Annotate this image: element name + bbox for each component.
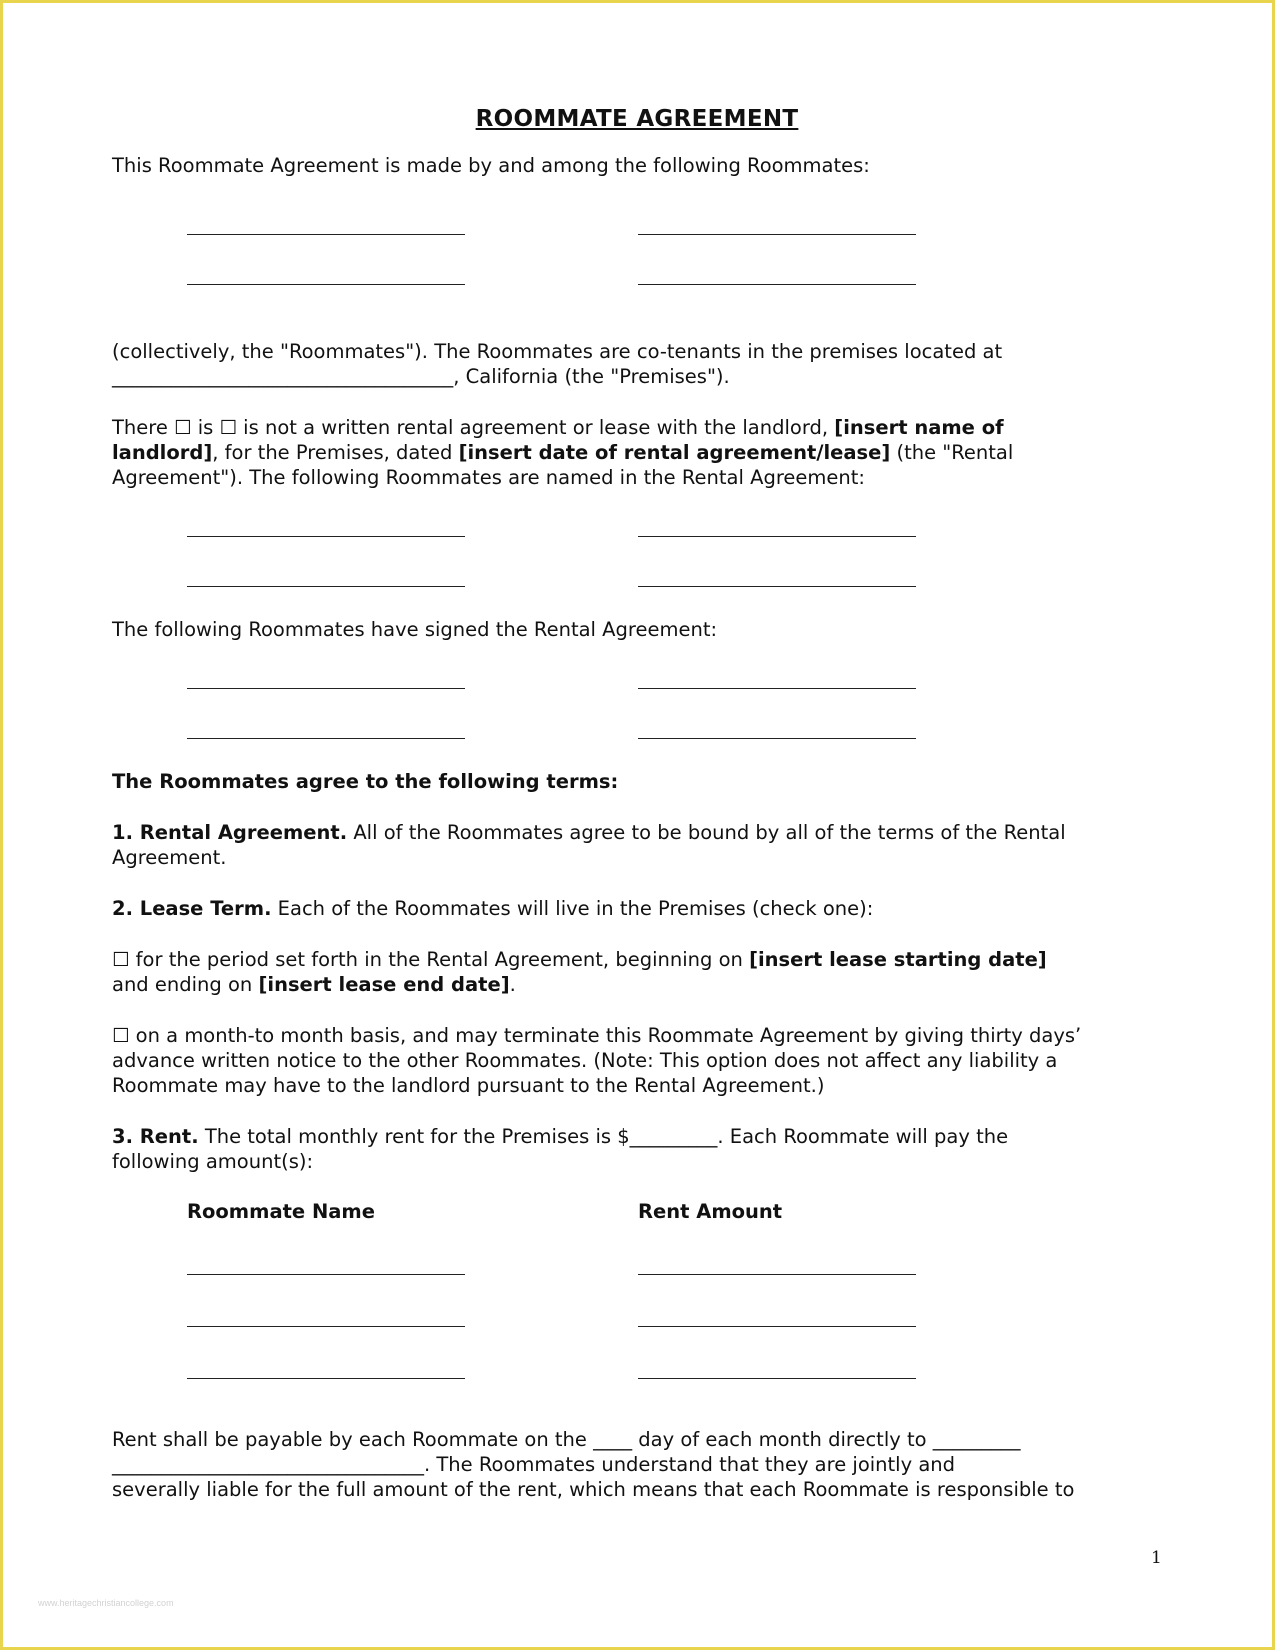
rent-name-line[interactable] [187,1274,465,1275]
payable-line-3: severally liable for the full amount of the rent, which means that each Roommate is responsible to [112,1478,1075,1501]
signed-text: The following Roommates have signed the Rental Agreement: [112,618,718,641]
section-2-label: 2. Lease Term. [112,897,272,920]
page-number: 1 [1151,1548,1162,1568]
written-agreement-line-2 [112,440,1013,465]
rent-name-line[interactable] [187,1326,465,1327]
payable-line-1: Rent shall be payable by each Roommate on the ____ day of each month directly to _________ [112,1428,1021,1451]
lease-end-placeholder: [insert lease end date] [258,973,510,996]
rent-amount-line[interactable] [638,1378,916,1379]
named-roommate-line[interactable] [187,536,465,537]
option-2-line-3: Roommate may have to the landlord pursuant to the Rental Agreement.) [112,1074,825,1097]
roommate-name-header: Roommate Name [187,1200,375,1223]
written-text: (the "Rental [890,441,1014,464]
section-1-text: All of the Roommates agree to be bound by all of the terms of the Rental [347,821,1066,844]
named-roommate-line[interactable] [638,586,916,587]
option-2-line-2: advance written notice to the other Roommates. (Note: This option does not affect any liability a [112,1049,1058,1072]
roommate-name-line[interactable] [187,234,465,235]
signed-roommate-line[interactable] [638,738,916,739]
signed-roommate-line[interactable] [187,738,465,739]
written-text: There ☐ is ☐ is not a written rental agreement or lease with the landlord, [112,416,835,439]
roommate-name-line[interactable] [638,284,916,285]
landlord-name-placeholder: [insert name of [834,416,1004,439]
signed-roommate-line[interactable] [187,688,465,689]
intro-text: This Roommate Agreement is made by and among the following Roommates: [112,154,870,177]
section-1-line-2: Agreement. [112,846,227,869]
written-agreement-line-3: Agreement"). The following Roommates are named in the Rental Agreement: [112,466,865,489]
premises-line: ___________________________________, California (the "Premises"). [112,365,730,388]
written-text: , for the Premises, dated [212,441,459,464]
section-1-label: 1. Rental Agreement. [112,821,348,844]
rent-name-line[interactable] [187,1378,465,1379]
roommate-name-line[interactable] [187,284,465,285]
landlord-placeholder-end: landlord] [112,441,213,464]
named-roommate-line[interactable] [187,586,465,587]
terms-heading: The Roommates agree to the following terms: [112,770,619,793]
rent-amount-line[interactable] [638,1274,916,1275]
option-1-line-2 [112,972,516,997]
watermark: www.heritagechristiancollege.com [38,1598,174,1608]
section-2-text: Each of the Roommates will live in the Premises (check one): [271,897,874,920]
option-1-text: and ending on [112,973,259,996]
lease-date-placeholder: [insert date of rental agreement/lease] [458,441,891,464]
collectively-text: (collectively, the "Roommates"). The Roommates are co-tenants in the premises located at [112,340,1003,363]
rent-amount-header: Rent Amount [638,1200,783,1223]
section-3-line-1 [112,1124,1008,1149]
lease-start-placeholder: [insert lease starting date] [749,948,1047,971]
roommate-name-line[interactable] [638,234,916,235]
section-3-text: The total monthly rent for the Premises is $_________. Each Roommate will pay the [198,1125,1009,1148]
signed-roommate-line[interactable] [638,688,916,689]
section-2-line-1 [112,896,873,921]
option-1-text: . [509,973,516,996]
section-1-line-1 [112,820,1066,845]
document-title: ROOMMATE AGREEMENT [475,106,799,132]
section-3-label: 3. Rent. [112,1125,199,1148]
named-roommate-line[interactable] [638,536,916,537]
written-agreement-line-1 [112,415,1004,440]
payable-line-2: ________________________________. The Roommates understand that they are jointly and [112,1453,956,1476]
option-1-line-1[interactable] [112,947,1047,972]
option-1-text: ☐ for the period set forth in the Rental Agreement, beginning on [112,948,750,971]
section-3-line-2: following amount(s): [112,1150,314,1173]
option-2-line-1[interactable]: ☐ on a month-to month basis, and may terminate this Roommate Agreement by giving thirty days’ [112,1024,1082,1047]
rent-amount-line[interactable] [638,1326,916,1327]
